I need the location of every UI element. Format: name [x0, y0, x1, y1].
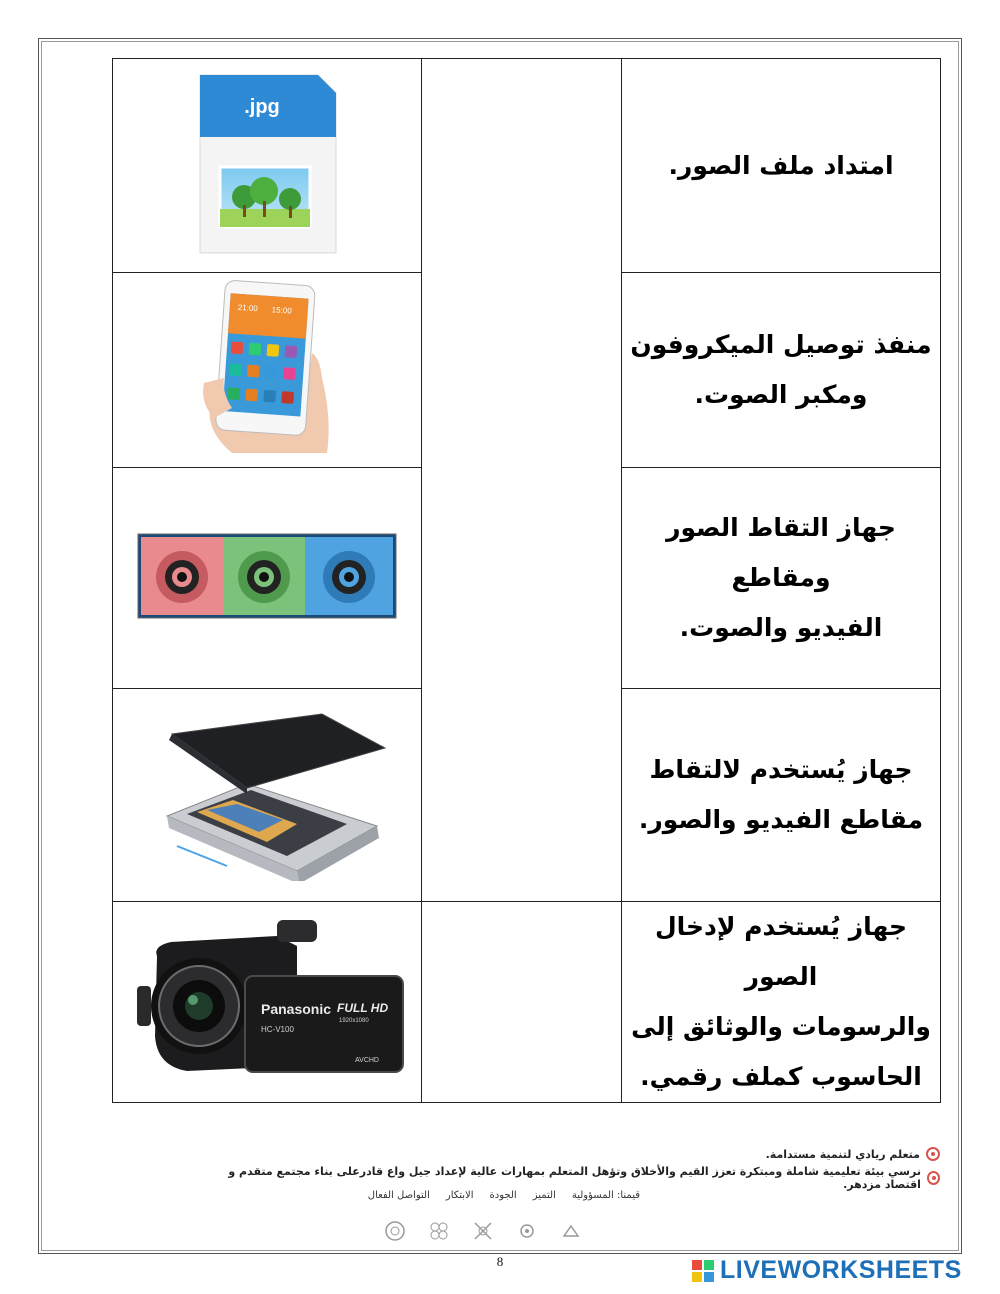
value-item: التواصل الفعال	[367, 1190, 430, 1201]
values-icons	[384, 1220, 582, 1242]
camera-brand: Panasonic	[261, 1001, 332, 1017]
liveworksheets-logo-icon	[692, 1260, 714, 1282]
description-line: منفذ توصيل الميكروفون	[630, 330, 932, 359]
image-cell	[113, 59, 422, 273]
values-label: قيمنا: المسؤولية	[571, 1190, 640, 1201]
values-line	[220, 1190, 640, 1210]
phone-clock-right: 15:00	[271, 305, 293, 316]
video-camera-image	[127, 916, 407, 1084]
image-cell	[113, 468, 422, 689]
image-cell	[113, 902, 422, 1103]
matching-table	[112, 58, 941, 1103]
description-cell	[622, 273, 941, 468]
jpg-extension-label: .jpg	[244, 95, 280, 118]
description-cell	[622, 59, 941, 273]
target-icon	[926, 1147, 940, 1161]
description-cell	[622, 902, 941, 1103]
description-line: امتداد ملف الصور.	[668, 150, 894, 180]
description-line: الفيديو والصوت.	[679, 613, 883, 642]
description-line: مقاطع الفيديو والصور.	[638, 805, 924, 834]
image-cell	[113, 273, 422, 468]
school-footer	[220, 1142, 940, 1210]
description-cell	[622, 468, 941, 689]
audio-ports-image	[137, 533, 397, 619]
microphone-port	[156, 551, 208, 603]
image-cell	[113, 689, 422, 902]
description-line: ومكبر الصوت.	[694, 380, 868, 409]
brand-name: LIVEWORKSHEETS	[720, 1256, 962, 1284]
mission-text: نرسي بيئة تعليمية شاملة ومبتكرة تعزز القيم والأخلاق وتؤهل المتعلم بمهارات عالية لإعداد جيل واع قادرعلى بناء مجتمع متقدم و اقتصاد مزدهر.	[228, 1165, 921, 1191]
description-line: جهاز يُستخدم لإدخال الصور	[654, 912, 908, 991]
value-item: الجودة	[489, 1190, 517, 1201]
line-out-port	[238, 551, 290, 603]
answer-cell[interactable]	[422, 902, 622, 1103]
value-item: الابتكار	[445, 1190, 474, 1201]
description-cell	[622, 689, 941, 902]
camera-model: HC-V100	[261, 1025, 294, 1034]
camera-hd: FULL HD	[337, 1001, 389, 1015]
table-row	[113, 902, 941, 1103]
phone-clock-left: 21:00	[237, 302, 259, 314]
liveworksheets-logo[interactable]	[692, 1256, 962, 1285]
flatbed-scanner-image	[147, 706, 387, 881]
description-line: جهاز يُستخدم لالتقاط	[649, 755, 913, 784]
target-icon	[927, 1171, 940, 1185]
description-line: والرسومات والوثائق إلى	[631, 1012, 931, 1041]
line-in-port	[323, 551, 375, 603]
table-row	[113, 59, 941, 273]
innovation-icon	[428, 1220, 450, 1242]
vision-line	[220, 1142, 940, 1166]
quality-icon	[472, 1220, 494, 1242]
description-line: جهاز التقاط الصور ومقاطع	[666, 513, 896, 592]
communication-icon	[384, 1220, 406, 1242]
responsibility-icon	[560, 1220, 582, 1242]
mission-line	[220, 1166, 940, 1190]
value-item: التميز	[532, 1190, 556, 1201]
description-line: الحاسوب كملف رقمي.	[640, 1062, 922, 1091]
camera-format: AVCHD	[355, 1057, 379, 1064]
answer-cell[interactable]	[422, 59, 622, 902]
vision-text: متعلم ريادي لتنمية مستدامة.	[765, 1147, 920, 1161]
excellence-icon	[516, 1220, 538, 1242]
jpg-file-icon	[192, 69, 342, 259]
page-number: 8	[496, 1254, 504, 1269]
smartphone-in-hand-image	[192, 278, 342, 458]
camera-resolution: 1920x1080	[339, 1018, 369, 1024]
